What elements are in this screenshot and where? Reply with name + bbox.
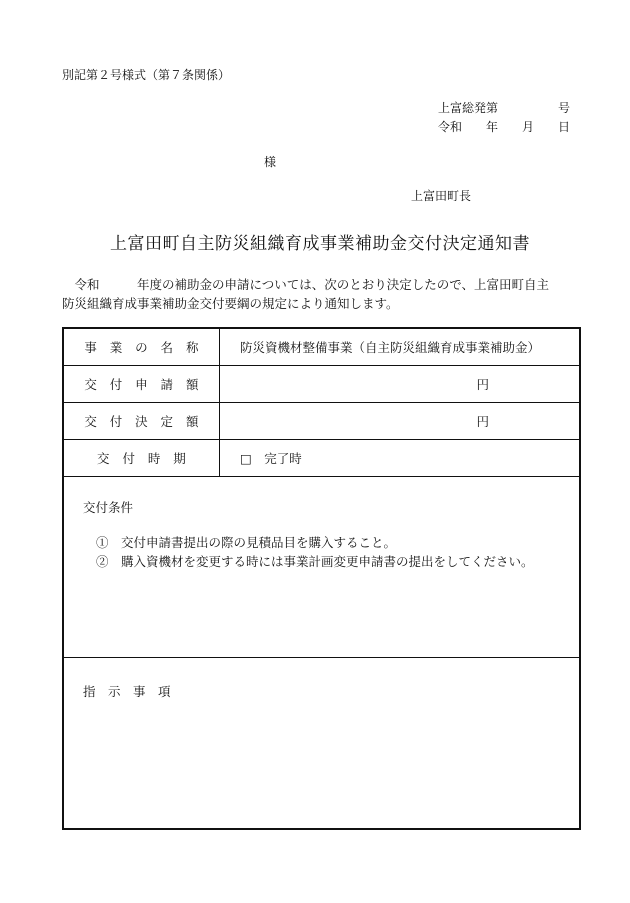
body-line-1: 令和 年度の補助金の申請については、次のとおり決定したので、上富田町自主 <box>62 277 550 292</box>
table-row <box>63 328 580 366</box>
decided-amount-value: 円 <box>220 403 581 440</box>
notice-table <box>62 327 581 830</box>
recipient-suffix: 様 <box>264 155 277 169</box>
document-title: 上富田町自主防災組織育成事業補助金交付決定通知書 <box>110 234 530 254</box>
grant-timing-label: 交 付 時 期 <box>63 440 220 477</box>
table-row <box>63 440 580 477</box>
instructions-title: 指 示 事 項 <box>83 684 171 699</box>
date-line: 令和 年 月 日 <box>438 120 571 134</box>
decided-amount-label: 交 付 決 定 額 <box>63 403 220 440</box>
form-reference: 別記第２号様式（第７条関係） <box>62 68 231 82</box>
applied-amount-value: 円 <box>220 366 581 403</box>
conditions-section <box>63 477 580 658</box>
conditions-list <box>96 533 579 571</box>
applied-amount-label: 交 付 申 請 額 <box>63 366 220 403</box>
body-line-2: 防災組織育成事業補助金交付要綱の規定により通知します。 <box>62 296 399 311</box>
grant-timing-value: □ 完了時 <box>220 440 581 477</box>
body-paragraph <box>62 275 586 313</box>
table-row <box>63 403 580 440</box>
document-number: 上富総発第 号 <box>438 101 571 115</box>
issuer-name: 上富田町長 <box>411 189 472 203</box>
condition-item: ① 交付申請書提出の際の見積品目を購入すること。 <box>96 535 397 550</box>
table-row <box>63 366 580 403</box>
instructions-section <box>63 658 580 830</box>
project-name-value: 防災資機材整備事業（自主防災組織育成事業補助金） <box>220 328 581 366</box>
condition-item: ② 購入資機材を変更する時には事業計画変更申請書の提出をしてください。 <box>96 554 534 569</box>
conditions-title: 交付条件 <box>83 500 134 515</box>
project-name-label: 事 業 の 名 称 <box>63 328 220 366</box>
